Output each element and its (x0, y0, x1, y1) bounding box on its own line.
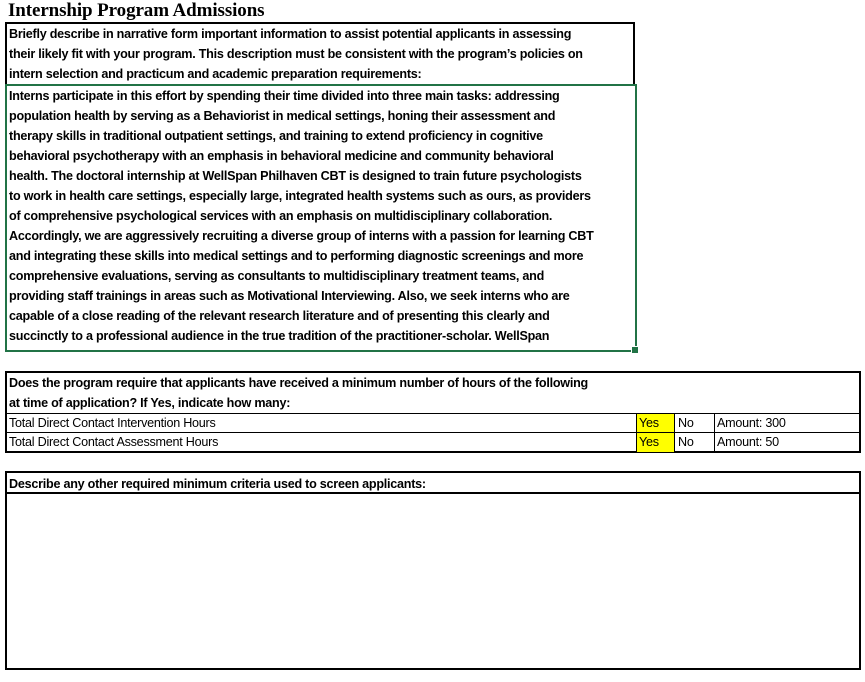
answer-line: capable of a close reading of the relevant research literature and of presenting this clearly and (9, 309, 550, 323)
prompt-line: their likely fit with your program. This description must be consistent with the program’s policies on (9, 47, 583, 61)
page-title: Internship Program Admissions (8, 0, 265, 21)
other-criteria-section (5, 471, 861, 670)
no-option[interactable]: No (674, 414, 714, 433)
yes-option-selected[interactable]: Yes (636, 414, 674, 433)
answer-line: Interns participate in this effort by spending their time divided into three main tasks: addressing (9, 89, 560, 103)
hours-requirement-table (5, 371, 861, 453)
answer-line: providing staff trainings in areas such as Motivational Interviewing. Also, we seek interns who are (9, 289, 570, 303)
narrative-answer-cell-selected[interactable] (5, 84, 637, 352)
prompt-line: Briefly describe in narrative form important information to assist potential applicants in assessing (9, 27, 572, 41)
table-row-intervention-hours (7, 413, 859, 433)
prompt-line: intern selection and practicum and academic preparation requirements: (9, 67, 422, 81)
answer-line: health. The doctoral internship at WellSpan Philhaven CBT is designed to train future psychologists (9, 169, 582, 183)
table-row-assessment-hours (7, 432, 859, 452)
amount-field[interactable]: Amount: 50 (714, 433, 859, 452)
criteria-prompt: Describe any other required minimum criteria used to screen applicants: (7, 473, 859, 494)
yes-option-selected[interactable]: Yes (636, 433, 674, 452)
answer-line: succinctly to a professional audience in the true tradition of the practitioner-scholar. WellSpan (9, 329, 550, 343)
fill-handle[interactable] (631, 346, 639, 354)
hours-question-line: Does the program require that applicants have received a minimum number of hours of the following (9, 376, 588, 390)
answer-line: behavioral psychotherapy with an emphasis in behavioral medicine and community behavioral (9, 149, 554, 163)
no-option[interactable]: No (674, 433, 714, 452)
answer-line: and integrating these skills into medical settings and to performing diagnostic screenings and more (9, 249, 584, 263)
answer-line: Accordingly, we are aggressively recruiting a diverse group of interns with a passion for learning CBT (9, 229, 594, 243)
answer-line: comprehensive evaluations, serving as consultants to multidisciplinary treatment teams, and (9, 269, 545, 283)
row-label: Total Direct Contact Intervention Hours (9, 416, 216, 430)
answer-line: to work in health care settings, especially large, integrated health systems such as ours, as providers (9, 189, 591, 203)
row-label: Total Direct Contact Assessment Hours (9, 435, 219, 449)
answer-line: of comprehensive psychological services with an emphasis on multidisciplinary collaboration. (9, 209, 553, 223)
criteria-answer-field[interactable] (7, 494, 859, 668)
answer-line: population health by serving as a Behaviorist in medical settings, honing their assessment and (9, 109, 556, 123)
answer-line: therapy skills in traditional outpatient settings, and training to extend proficiency in cognitive (9, 129, 543, 143)
hours-question-line: at time of application? If Yes, indicate how many: (9, 396, 291, 410)
narrative-prompt-cell[interactable] (5, 22, 635, 86)
amount-field[interactable]: Amount: 300 (714, 414, 859, 433)
